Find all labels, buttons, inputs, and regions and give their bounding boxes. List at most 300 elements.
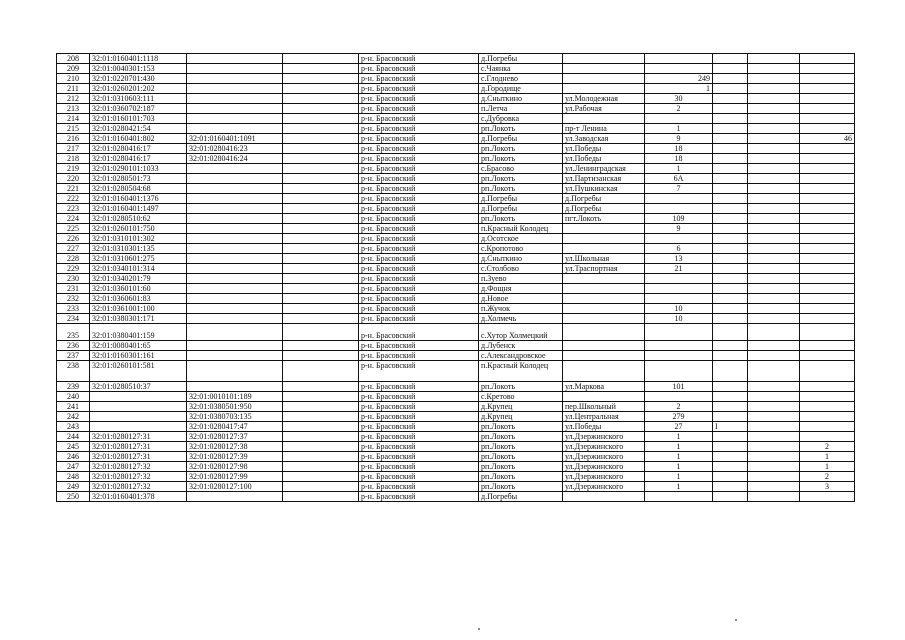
district-cell: р-н. Брасовский xyxy=(359,324,479,341)
district-cell: р-н. Брасовский xyxy=(359,361,479,382)
building-cell xyxy=(713,284,748,294)
sub-cadastral-number-cell: 32:01:0280127:100 xyxy=(187,482,283,492)
apartment-cell xyxy=(800,274,855,284)
street-cell: д.Погребы xyxy=(563,204,645,214)
table-row xyxy=(57,84,855,94)
apartment-cell xyxy=(800,392,855,402)
settlement-cell: с.Чаянка xyxy=(479,64,563,74)
settlement-cell: д.Крупец xyxy=(479,412,563,422)
blank-column-cell xyxy=(283,482,359,492)
district-cell: р-н. Брасовский xyxy=(359,174,479,184)
table-row xyxy=(57,304,855,314)
district-cell: р-н. Брасовский xyxy=(359,472,479,482)
apartment-cell xyxy=(800,432,855,442)
cadastral-number-cell: 32:01:0260101:581 xyxy=(90,361,187,382)
blank-column-cell xyxy=(283,154,359,164)
apartment-cell xyxy=(800,314,855,324)
table-row xyxy=(57,341,855,351)
blank-column-cell xyxy=(283,54,359,64)
street-cell xyxy=(563,64,645,74)
blank-column-cell xyxy=(283,412,359,422)
house-number-cell xyxy=(645,492,713,502)
building-cell xyxy=(713,114,748,124)
district-cell: р-н. Брасовский xyxy=(359,104,479,114)
house-number-cell xyxy=(645,341,713,351)
settlement-cell: д.Сныткино xyxy=(479,94,563,104)
sub-cadastral-number-cell: 32:01:0160401:1091 xyxy=(187,134,283,144)
row-number-cell: 236 xyxy=(57,341,90,351)
row-number-cell: 222 xyxy=(57,194,90,204)
apartment-cell xyxy=(800,492,855,502)
building-cell xyxy=(713,244,748,254)
district-cell: р-н. Брасовский xyxy=(359,294,479,304)
district-cell: р-н. Брасовский xyxy=(359,64,479,74)
building-cell xyxy=(713,214,748,224)
blank-column-cell xyxy=(283,174,359,184)
district-cell: р-н. Брасовский xyxy=(359,402,479,412)
cadastral-number-cell: 32:01:0360101:60 xyxy=(90,284,187,294)
apartment-cell: 2 xyxy=(800,442,855,452)
settlement-cell: д.Крупец xyxy=(479,402,563,412)
row-number-cell: 212 xyxy=(57,94,90,104)
settlement-cell: с.Столбово xyxy=(479,264,563,274)
street-cell: ул.Ленинградская xyxy=(563,164,645,174)
apartment-cell xyxy=(800,361,855,382)
street-cell xyxy=(563,341,645,351)
apartment-cell xyxy=(800,304,855,314)
extra-cell xyxy=(748,412,800,422)
cadastral-number-cell: 32:01:0380401:159 xyxy=(90,324,187,341)
scan-speck xyxy=(478,628,480,630)
extra-cell xyxy=(748,84,800,94)
house-number-cell: 109 xyxy=(645,214,713,224)
settlement-cell: рп.Локоть xyxy=(479,422,563,432)
settlement-cell: рп.Локоть xyxy=(479,452,563,462)
row-number-cell: 231 xyxy=(57,284,90,294)
table-row xyxy=(57,214,855,224)
cadastral-number-cell: 32:01:0360601:83 xyxy=(90,294,187,304)
cadastral-number-cell: 32:01:0160401:378 xyxy=(90,492,187,502)
extra-cell xyxy=(748,442,800,452)
extra-cell xyxy=(748,294,800,304)
settlement-cell: с.Хутор Холмецкий xyxy=(479,324,563,341)
cadastral-number-cell: 32:01:0280501:73 xyxy=(90,174,187,184)
row-number-cell: 208 xyxy=(57,54,90,64)
building-cell xyxy=(713,174,748,184)
house-number-cell: 1 xyxy=(645,124,713,134)
sub-cadastral-number-cell xyxy=(187,234,283,244)
cadastral-number-cell: 32:01:0280510:37 xyxy=(90,382,187,392)
table-row xyxy=(57,184,855,194)
street-cell: ул.Победы xyxy=(563,422,645,432)
table-row xyxy=(57,361,855,382)
building-cell xyxy=(713,144,748,154)
house-number-cell: 9 xyxy=(645,224,713,234)
row-number-cell: 228 xyxy=(57,254,90,264)
extra-cell xyxy=(748,492,800,502)
sub-cadastral-number-cell: 32:01:0280417:47 xyxy=(187,422,283,432)
sub-cadastral-number-cell: 32:01:0380703:135 xyxy=(187,412,283,422)
cadastral-number-cell: 32:01:0280127:31 xyxy=(90,452,187,462)
district-cell: р-н. Брасовский xyxy=(359,164,479,174)
row-number-cell: 245 xyxy=(57,442,90,452)
apartment-cell: 46 xyxy=(800,134,855,144)
apartment-cell xyxy=(800,244,855,254)
extra-cell xyxy=(748,174,800,184)
cadastral-number-cell: 32:01:0040301:153 xyxy=(90,64,187,74)
building-cell xyxy=(713,341,748,351)
table-row xyxy=(57,224,855,234)
house-number-cell: 1 xyxy=(645,442,713,452)
sub-cadastral-number-cell: 32:01:0280127:37 xyxy=(187,432,283,442)
blank-column-cell xyxy=(283,462,359,472)
district-cell: р-н. Брасовский xyxy=(359,54,479,64)
street-cell: ул.Рабочая xyxy=(563,104,645,114)
cadastral-number-cell: 32:01:0160401:1497 xyxy=(90,204,187,214)
blank-column-cell xyxy=(283,274,359,284)
blank-column-cell xyxy=(283,254,359,264)
row-number-cell: 238 xyxy=(57,361,90,382)
table-row xyxy=(57,74,855,84)
apartment-cell xyxy=(800,294,855,304)
street-cell xyxy=(563,244,645,254)
row-number-cell: 217 xyxy=(57,144,90,154)
settlement-cell: п.Летча xyxy=(479,104,563,114)
building-cell xyxy=(713,64,748,74)
sub-cadastral-number-cell xyxy=(187,264,283,274)
street-cell: пгт.Локоть xyxy=(563,214,645,224)
district-cell: р-н. Брасовский xyxy=(359,382,479,392)
apartment-cell xyxy=(800,204,855,214)
settlement-cell: с.Дубровка xyxy=(479,114,563,124)
apartment-cell xyxy=(800,54,855,64)
street-cell: ул.Молодежная xyxy=(563,94,645,104)
row-number-cell: 234 xyxy=(57,314,90,324)
settlement-cell: д.Новое xyxy=(479,294,563,304)
sub-cadastral-number-cell xyxy=(187,184,283,194)
settlement-cell: рп.Локоть xyxy=(479,432,563,442)
house-number-cell: 2 xyxy=(645,402,713,412)
blank-column-cell xyxy=(283,124,359,134)
cadastral-number-cell: 32:01:0220701:430 xyxy=(90,74,187,84)
cadastral-number-cell: 32:01:0310301:135 xyxy=(90,244,187,254)
cadastral-number-cell: 32:01:0160301:161 xyxy=(90,351,187,361)
street-cell: ул.Пушкинская xyxy=(563,184,645,194)
district-cell: р-н. Брасовский xyxy=(359,154,479,164)
row-number-cell: 219 xyxy=(57,164,90,174)
extra-cell xyxy=(748,432,800,442)
blank-column-cell xyxy=(283,204,359,214)
house-number-cell xyxy=(645,392,713,402)
row-number-cell: 230 xyxy=(57,274,90,284)
cadastral-number-cell: 32:01:0280127:32 xyxy=(90,482,187,492)
cadastral-number-cell: 32:01:0260201:202 xyxy=(90,84,187,94)
building-cell xyxy=(713,382,748,392)
district-cell: р-н. Брасовский xyxy=(359,452,479,462)
table-row xyxy=(57,402,855,412)
extra-cell xyxy=(748,402,800,412)
street-cell xyxy=(563,284,645,294)
blank-column-cell xyxy=(283,314,359,324)
building-cell xyxy=(713,351,748,361)
street-cell xyxy=(563,234,645,244)
table-row xyxy=(57,154,855,164)
building-cell xyxy=(713,194,748,204)
row-number-cell: 216 xyxy=(57,134,90,144)
table-row xyxy=(57,124,855,134)
extra-cell xyxy=(748,244,800,254)
sub-cadastral-number-cell xyxy=(187,204,283,214)
sub-cadastral-number-cell xyxy=(187,341,283,351)
table-row xyxy=(57,204,855,214)
street-cell: д.Погребы xyxy=(563,194,645,204)
blank-column-cell xyxy=(283,382,359,392)
table-row xyxy=(57,104,855,114)
blank-column-cell xyxy=(283,361,359,382)
cadastral-number-cell: 32:01:0380301:171 xyxy=(90,314,187,324)
street-cell: ул.Дзержинского xyxy=(563,432,645,442)
sub-cadastral-number-cell xyxy=(187,84,283,94)
settlement-cell: рп.Локоть xyxy=(479,184,563,194)
sub-cadastral-number-cell xyxy=(187,194,283,204)
street-cell xyxy=(563,54,645,64)
house-number-cell: 9 xyxy=(645,134,713,144)
settlement-cell: с.Кретово xyxy=(479,392,563,402)
extra-cell xyxy=(748,134,800,144)
building-cell xyxy=(713,492,748,502)
table-row xyxy=(57,442,855,452)
house-number-cell: 7 xyxy=(645,184,713,194)
sub-cadastral-number-cell: 32:01:0280127:99 xyxy=(187,472,283,482)
blank-column-cell xyxy=(283,244,359,254)
apartment-cell xyxy=(800,194,855,204)
extra-cell xyxy=(748,254,800,264)
street-cell xyxy=(563,304,645,314)
sub-cadastral-number-cell xyxy=(187,492,283,502)
apartment-cell xyxy=(800,74,855,84)
table-row xyxy=(57,234,855,244)
building-cell xyxy=(713,154,748,164)
district-cell: р-н. Брасовский xyxy=(359,254,479,264)
settlement-cell: д.Осотское xyxy=(479,234,563,244)
blank-column-cell xyxy=(283,94,359,104)
row-number-cell: 235 xyxy=(57,324,90,341)
settlement-cell: д.Погребы xyxy=(479,134,563,144)
street-cell xyxy=(563,314,645,324)
extra-cell xyxy=(748,224,800,234)
apartment-cell xyxy=(800,254,855,264)
sub-cadastral-number-cell: 32:01:0280127:38 xyxy=(187,442,283,452)
settlement-cell: п.Красный Колодец xyxy=(479,224,563,234)
blank-column-cell xyxy=(283,234,359,244)
row-number-cell: 218 xyxy=(57,154,90,164)
row-number-cell: 209 xyxy=(57,64,90,74)
sub-cadastral-number-cell: 32:01:0280416:23 xyxy=(187,144,283,154)
building-cell xyxy=(713,274,748,284)
settlement-cell: п.Зуево xyxy=(479,274,563,284)
apartment-cell xyxy=(800,264,855,274)
street-cell: пр-т Ленина xyxy=(563,124,645,134)
building-cell xyxy=(713,94,748,104)
extra-cell xyxy=(748,124,800,134)
building-cell xyxy=(713,104,748,114)
building-cell xyxy=(713,452,748,462)
street-cell xyxy=(563,351,645,361)
cadastral-number-cell: 32:01:0160401:1118 xyxy=(90,54,187,64)
table-row xyxy=(57,462,855,472)
row-number-cell: 244 xyxy=(57,432,90,442)
blank-column-cell xyxy=(283,64,359,74)
settlement-cell: д.Сныткино xyxy=(479,254,563,264)
cadastral-number-cell: 32:01:0260101:750 xyxy=(90,224,187,234)
district-cell: р-н. Брасовский xyxy=(359,74,479,84)
street-cell: ул.Дзержинского xyxy=(563,462,645,472)
blank-column-cell xyxy=(283,194,359,204)
building-cell xyxy=(713,412,748,422)
district-cell: р-н. Брасовский xyxy=(359,204,479,214)
extra-cell xyxy=(748,462,800,472)
house-number-cell xyxy=(645,324,713,341)
table-row xyxy=(57,422,855,432)
building-cell xyxy=(713,84,748,94)
settlement-cell: п.Красный Колодец xyxy=(479,361,563,382)
district-cell: р-н. Брасовский xyxy=(359,264,479,274)
extra-cell xyxy=(748,64,800,74)
street-cell: ул.Партизанская xyxy=(563,174,645,184)
cadastral-number-cell xyxy=(90,422,187,432)
building-cell xyxy=(713,134,748,144)
sub-cadastral-number-cell xyxy=(187,214,283,224)
sub-cadastral-number-cell xyxy=(187,294,283,304)
cadastral-number-cell: 32:01:0160401:1376 xyxy=(90,194,187,204)
row-number-cell: 248 xyxy=(57,472,90,482)
street-cell xyxy=(563,74,645,84)
district-cell: р-н. Брасовский xyxy=(359,304,479,314)
district-cell: р-н. Брасовский xyxy=(359,144,479,154)
blank-column-cell xyxy=(283,144,359,154)
extra-cell xyxy=(748,104,800,114)
extra-cell xyxy=(748,194,800,204)
house-number-cell: 18 xyxy=(645,154,713,164)
cadastral-number-cell xyxy=(90,402,187,412)
street-cell: ул.Центральная xyxy=(563,412,645,422)
table-row xyxy=(57,54,855,64)
blank-column-cell xyxy=(283,284,359,294)
apartment-cell xyxy=(800,124,855,134)
sub-cadastral-number-cell xyxy=(187,304,283,314)
sub-cadastral-number-cell: 32:01:0010101:189 xyxy=(187,392,283,402)
sub-cadastral-number-cell: 32:01:0280127:98 xyxy=(187,462,283,472)
cadastral-number-cell: 32:01:0340201:79 xyxy=(90,274,187,284)
row-number-cell: 239 xyxy=(57,382,90,392)
settlement-cell: рп.Локоть xyxy=(479,144,563,154)
district-cell: р-н. Брасовский xyxy=(359,214,479,224)
house-number-cell: 1 xyxy=(645,84,713,94)
house-number-cell: 18 xyxy=(645,144,713,154)
sub-cadastral-number-cell xyxy=(187,64,283,74)
building-cell xyxy=(713,184,748,194)
apartment-cell xyxy=(800,184,855,194)
cadastral-number-cell: 32:01:0310601:275 xyxy=(90,254,187,264)
extra-cell xyxy=(748,324,800,341)
cadastral-number-cell: 32:01:0360702:187 xyxy=(90,104,187,114)
apartment-cell xyxy=(800,341,855,351)
house-number-cell xyxy=(645,361,713,382)
building-cell xyxy=(713,392,748,402)
blank-column-cell xyxy=(283,432,359,442)
district-cell: р-н. Брасовский xyxy=(359,341,479,351)
row-number-cell: 242 xyxy=(57,412,90,422)
settlement-cell: д.Холмечь xyxy=(479,314,563,324)
apartment-cell xyxy=(800,351,855,361)
table-row xyxy=(57,274,855,284)
settlement-cell: д.Погребы xyxy=(479,54,563,64)
settlement-cell: с.Александровское xyxy=(479,351,563,361)
sub-cadastral-number-cell xyxy=(187,104,283,114)
house-number-cell xyxy=(645,194,713,204)
building-cell xyxy=(713,472,748,482)
blank-column-cell xyxy=(283,341,359,351)
building-cell xyxy=(713,204,748,214)
table-row xyxy=(57,194,855,204)
extra-cell xyxy=(748,164,800,174)
house-number-cell: 1 xyxy=(645,164,713,174)
row-number-cell: 220 xyxy=(57,174,90,184)
street-cell: ул.Дзержинского xyxy=(563,452,645,462)
sub-cadastral-number-cell xyxy=(187,174,283,184)
sub-cadastral-number-cell xyxy=(187,284,283,294)
extra-cell xyxy=(748,74,800,84)
house-number-cell xyxy=(645,114,713,124)
district-cell: р-н. Брасовский xyxy=(359,284,479,294)
table-row xyxy=(57,164,855,174)
table-row xyxy=(57,432,855,442)
table-body xyxy=(57,54,855,502)
house-number-cell: 27 xyxy=(645,422,713,432)
building-cell xyxy=(713,264,748,274)
building-cell xyxy=(713,304,748,314)
table-row xyxy=(57,412,855,422)
building-cell xyxy=(713,74,748,84)
extra-cell xyxy=(748,472,800,482)
table-row xyxy=(57,324,855,341)
table-row xyxy=(57,284,855,294)
table-row xyxy=(57,314,855,324)
settlement-cell: д.Лубенск xyxy=(479,341,563,351)
blank-column-cell xyxy=(283,402,359,412)
cadastral-number-cell: 32:01:0280127:31 xyxy=(90,442,187,452)
sub-cadastral-number-cell xyxy=(187,382,283,392)
house-number-cell: 1 xyxy=(645,472,713,482)
apartment-cell: 3 xyxy=(800,482,855,492)
extra-cell xyxy=(748,351,800,361)
settlement-cell: рп.Локоть xyxy=(479,462,563,472)
house-number-cell: 13 xyxy=(645,254,713,264)
cadastral-number-cell: 32:01:0080401:65 xyxy=(90,341,187,351)
cadastral-number-cell: 32:01:0280416:17 xyxy=(90,154,187,164)
apartment-cell: 2 xyxy=(800,472,855,482)
blank-column-cell xyxy=(283,134,359,144)
district-cell: р-н. Брасовский xyxy=(359,194,479,204)
table-row xyxy=(57,174,855,184)
house-number-cell: 249 xyxy=(645,74,713,84)
settlement-cell: п.Жучок xyxy=(479,304,563,314)
settlement-cell: с.Кропотово xyxy=(479,244,563,254)
cadastral-number-cell: 32:01:0280421:54 xyxy=(90,124,187,134)
sub-cadastral-number-cell xyxy=(187,351,283,361)
sub-cadastral-number-cell xyxy=(187,164,283,174)
row-number-cell: 213 xyxy=(57,104,90,114)
